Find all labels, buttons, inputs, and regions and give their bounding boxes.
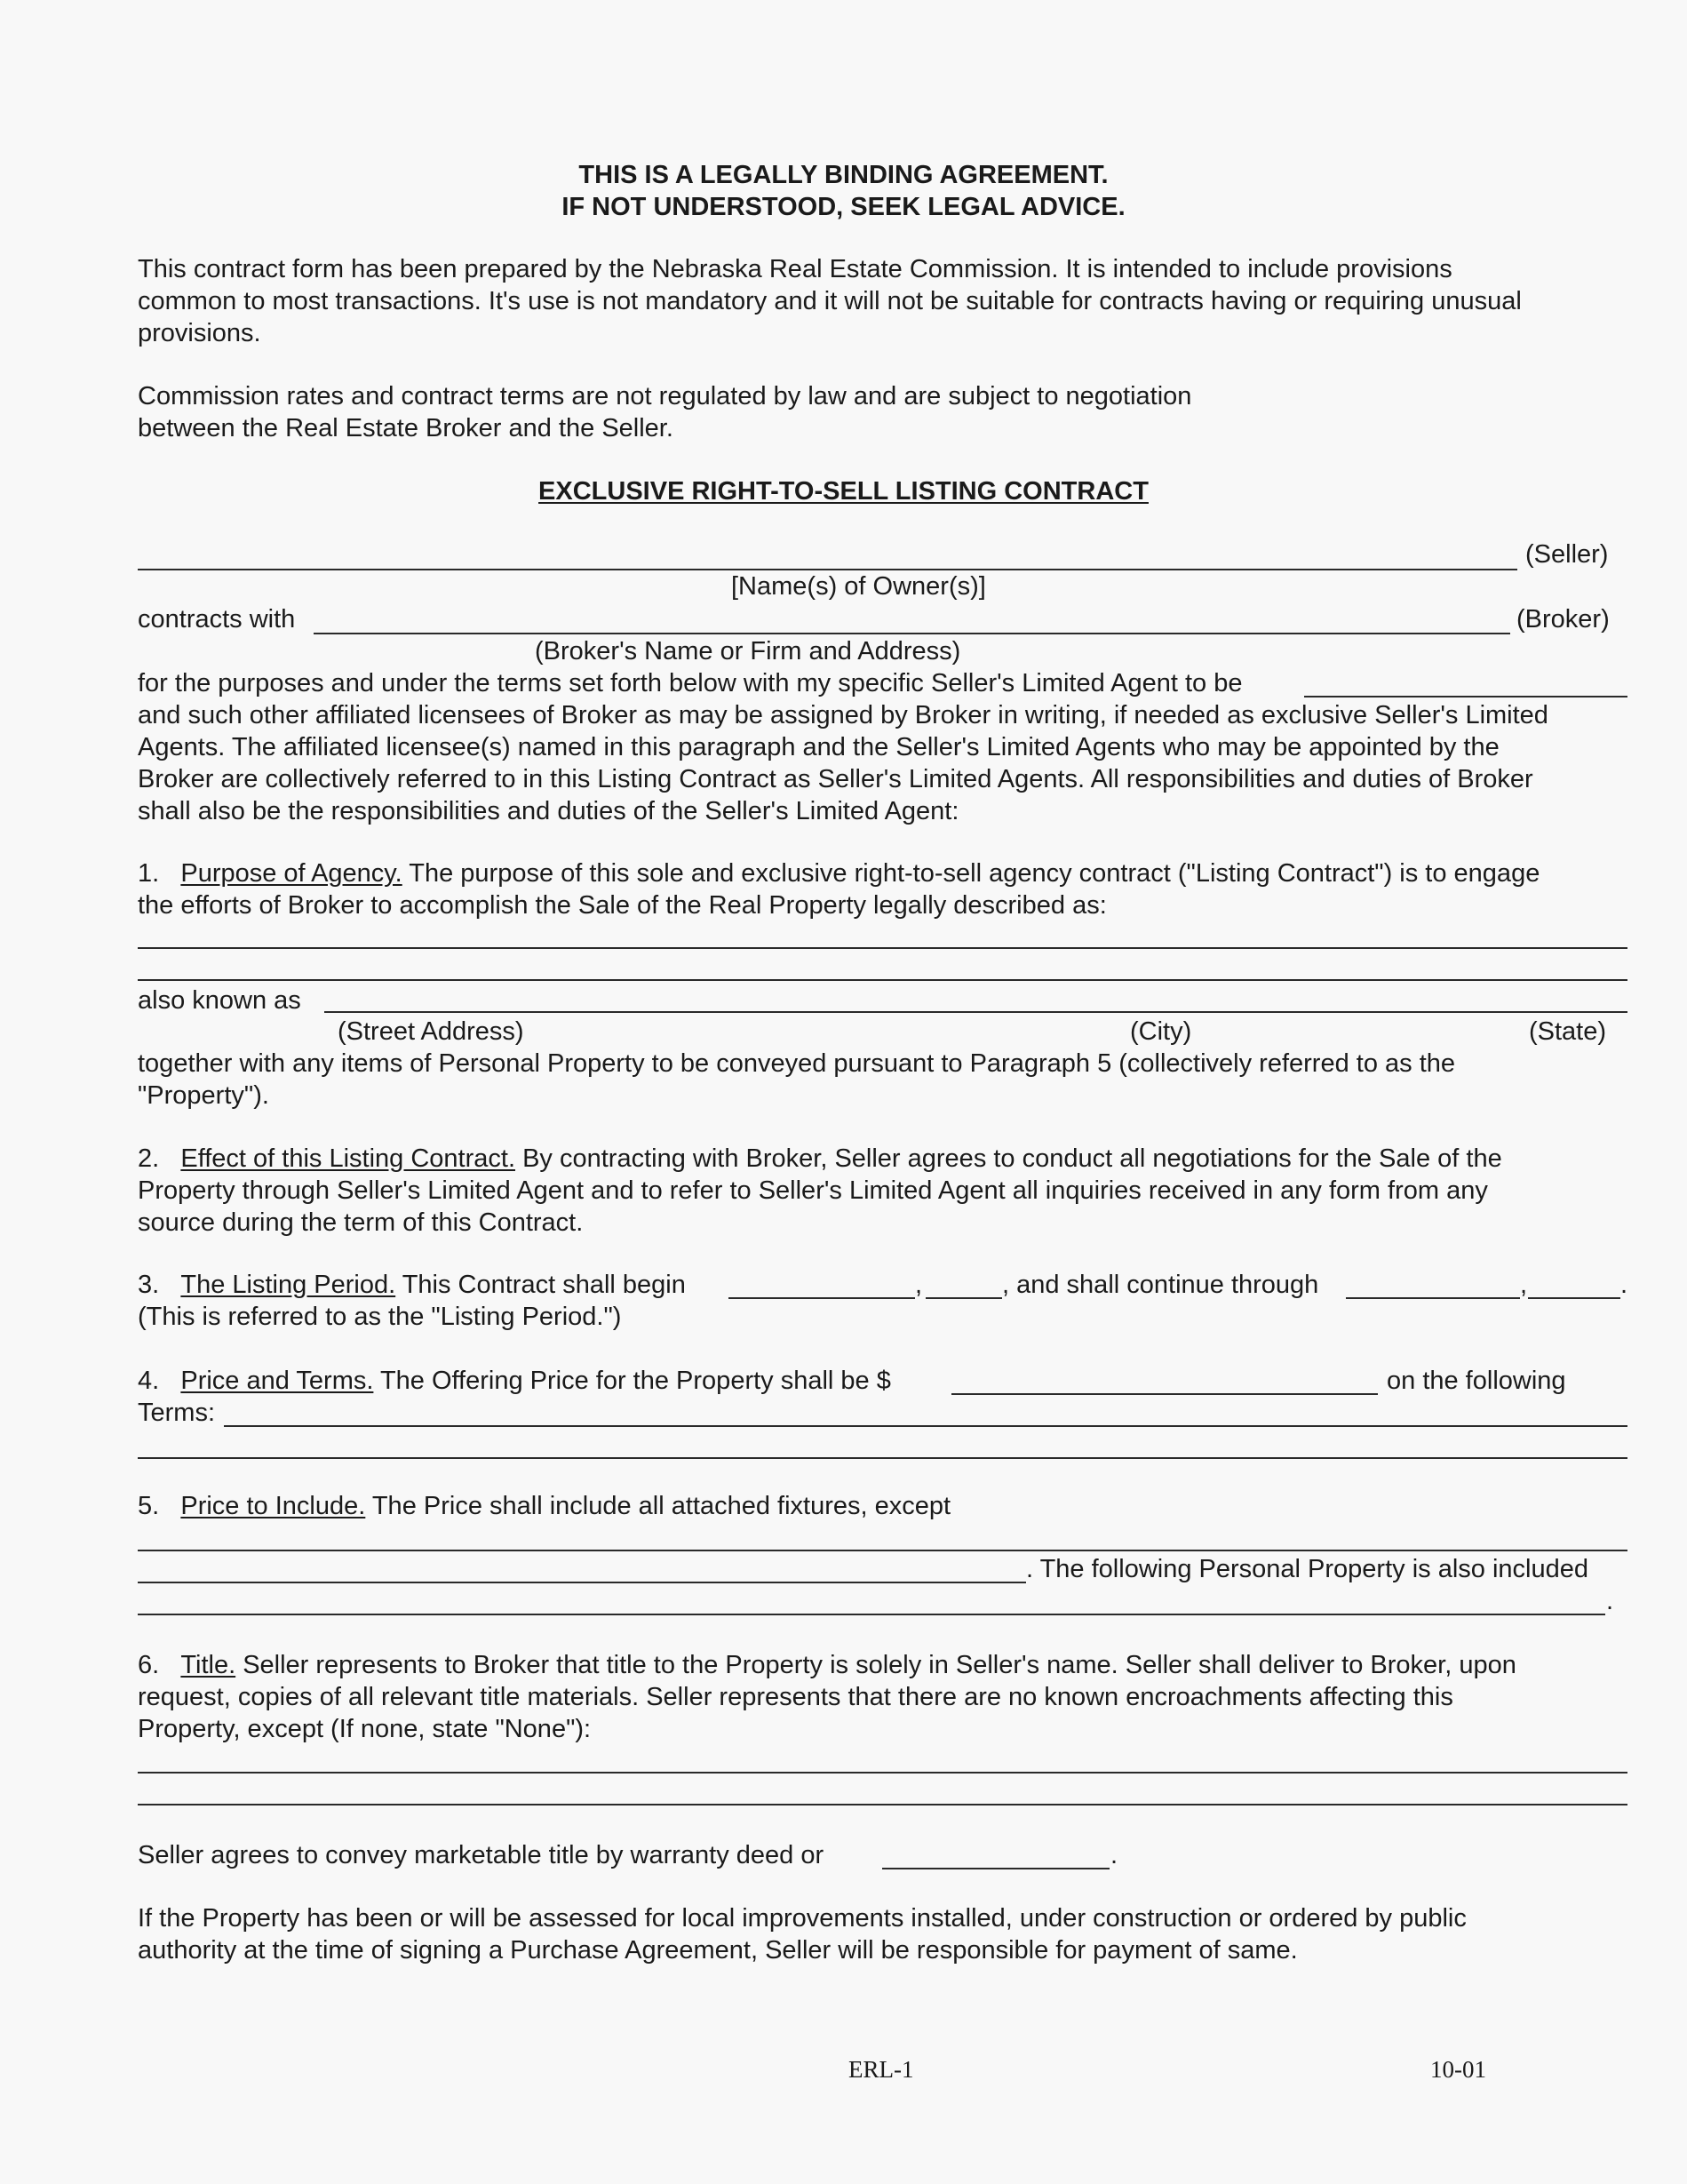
- section-1-text-line: "Property").: [138, 1081, 269, 1110]
- terms-field-1[interactable]: [224, 1425, 1627, 1427]
- comma: ,: [1520, 1271, 1528, 1299]
- section-3-continue-text: , and shall continue through: [1002, 1271, 1319, 1299]
- intro-paragraph-line: provisions.: [138, 319, 261, 347]
- excluded-fixtures-field-1[interactable]: [138, 1550, 1627, 1551]
- assessment-text-line: If the Property has been or will be assessed for local improvements installed, under construction or ordered by public: [138, 1904, 1467, 1933]
- broker-tag: (Broker): [1516, 605, 1610, 634]
- commission-paragraph-line: Commission rates and contract terms are not regulated by law and are subject to negotiation: [138, 382, 1192, 410]
- assessment-text-line: authority at the time of signing a Purchase Agreement, Seller will be responsible for payment of same.: [138, 1936, 1298, 1965]
- section-3-line: [138, 1269, 686, 1301]
- broker-name-caption: (Broker's Name or Firm and Address): [535, 637, 961, 666]
- warning-heading-line2: IF NOT UNDERSTOOD, SEEK LEGAL ADVICE.: [561, 193, 1126, 221]
- agency-paragraph-line: shall also be the responsibilities and duties of the Seller's Limited Agent:: [138, 797, 959, 825]
- agency-paragraph-line: and such other affiliated licensees of Broker as may be assigned by Broker in writing, if needed as exclusive Seller's Limited: [138, 701, 1548, 729]
- terms-field-2[interactable]: [138, 1457, 1627, 1459]
- period: .: [1620, 1271, 1628, 1299]
- commission-paragraph-line: between the Real Estate Broker and the Seller.: [138, 414, 673, 442]
- legal-description-field-1[interactable]: [138, 947, 1627, 949]
- section-heading: Price and Terms.: [180, 1367, 374, 1395]
- section-heading: The Listing Period.: [180, 1271, 396, 1299]
- agency-paragraph-line: for the purposes and under the terms set forth below with my specific Seller's Limited Agent to be: [138, 669, 1243, 697]
- excluded-fixtures-field-2[interactable]: [138, 1582, 1026, 1583]
- end-date-field[interactable]: [1346, 1297, 1520, 1299]
- encroachments-field-2[interactable]: [138, 1804, 1627, 1805]
- city-caption: (City): [1130, 1017, 1192, 1046]
- terms-label: Terms:: [138, 1399, 215, 1427]
- state-caption: (State): [1529, 1017, 1607, 1046]
- begin-year-field[interactable]: [926, 1297, 1002, 1299]
- encroachments-field-1[interactable]: [138, 1772, 1627, 1774]
- section-text: The Offering Price for the Property shall be $: [373, 1367, 891, 1395]
- revision-date: 10-01: [1430, 2056, 1486, 2083]
- period: .: [1110, 1841, 1118, 1869]
- section-1-text-line: the efforts of Broker to accomplish the Sale of the Real Property legally described as:: [138, 891, 1107, 920]
- street-address-caption: (Street Address): [338, 1017, 524, 1046]
- section-4-line: [138, 1365, 891, 1397]
- begin-date-field[interactable]: [728, 1297, 915, 1299]
- convey-title-text: Seller agrees to convey marketable title by warranty deed or: [138, 1841, 824, 1869]
- offering-price-field[interactable]: [951, 1393, 1378, 1395]
- section-2-text-line: source during the term of this Contract.: [138, 1208, 584, 1237]
- end-year-field[interactable]: [1528, 1297, 1620, 1299]
- section-number: 6.: [138, 1651, 160, 1679]
- form-id: ERL-1: [848, 2056, 914, 2083]
- section-5-line: [138, 1490, 951, 1522]
- section-heading: Purpose of Agency.: [180, 859, 402, 888]
- agency-paragraph-line: Agents. The affiliated licensee(s) named in this paragraph and the Seller's Limited Agents who may be appointed by the: [138, 733, 1500, 761]
- section-3-text-line: (This is referred to as the "Listing Period."): [138, 1303, 622, 1331]
- section-6-text-line: Property, except (If none, state "None"):: [138, 1715, 592, 1743]
- warning-heading-line1: THIS IS A LEGALLY BINDING AGREEMENT.: [578, 161, 1109, 189]
- deed-type-field[interactable]: [882, 1868, 1110, 1869]
- broker-name-field[interactable]: [314, 633, 1510, 634]
- section-number: 3.: [138, 1271, 160, 1299]
- street-address-field[interactable]: [324, 1011, 1627, 1013]
- section-6-line: [138, 1649, 1516, 1681]
- section-text: The purpose of this sole and exclusive right-to-sell agency contract ("Listing Contract") is to engage: [402, 859, 1540, 888]
- agency-paragraph-line: Broker are collectively referred to in this Listing Contract as Seller's Limited Agents. All responsibilities and duties of Broker: [138, 765, 1533, 793]
- intro-paragraph-line: common to most transactions. It's use is not mandatory and it will not be suitable for contracts having or requiring unusual: [138, 287, 1522, 315]
- section-2-line: [138, 1143, 1502, 1175]
- personal-property-field[interactable]: [138, 1614, 1605, 1615]
- limited-agent-field[interactable]: [1304, 696, 1627, 697]
- section-number: 5.: [138, 1492, 160, 1520]
- seller-tag: (Seller): [1525, 540, 1609, 569]
- legal-description-field-2[interactable]: [138, 979, 1627, 981]
- intro-paragraph-line: This contract form has been prepared by the Nebraska Real Estate Commission. It is intended to include provisions: [138, 255, 1452, 283]
- section-6-text-line: request, copies of all relevant title materials. Seller represents that there are no known encroachments affecting this: [138, 1683, 1453, 1711]
- section-text: This Contract shall begin: [395, 1271, 686, 1299]
- period: .: [1606, 1587, 1614, 1615]
- personal-property-text: . The following Personal Property is also included: [1026, 1555, 1588, 1583]
- section-heading: Title.: [180, 1651, 236, 1679]
- section-heading: Price to Include.: [180, 1492, 366, 1520]
- section-number: 2.: [138, 1144, 160, 1173]
- section-text: The Price shall include all attached fixtures, except: [365, 1492, 951, 1520]
- section-text: By contracting with Broker, Seller agrees to conduct all negotiations for the Sale of the: [515, 1144, 1502, 1173]
- section-heading: Effect of this Listing Contract.: [180, 1144, 516, 1173]
- section-number: 1.: [138, 859, 160, 888]
- section-number: 4.: [138, 1367, 160, 1395]
- also-known-as-label: also known as: [138, 986, 301, 1015]
- section-text: Seller represents to Broker that title to the Property is solely in Seller's name. Seller shall deliver to Broker, upon: [235, 1651, 1516, 1679]
- contracts-with-label: contracts with: [138, 605, 296, 634]
- contract-title: EXCLUSIVE RIGHT-TO-SELL LISTING CONTRACT: [538, 477, 1149, 506]
- owner-name-caption: [Name(s) of Owner(s)]: [731, 572, 986, 601]
- section-2-text-line: Property through Seller's Limited Agent and to refer to Seller's Limited Agent all inquiries received in any form from any: [138, 1176, 1488, 1205]
- on-the-following-text: on the following: [1387, 1367, 1566, 1395]
- section-1-line: [138, 857, 1540, 889]
- comma: ,: [915, 1271, 923, 1299]
- section-1-text-line: together with any items of Personal Property to be conveyed pursuant to Paragraph 5 (collectively referred to as the: [138, 1049, 1456, 1078]
